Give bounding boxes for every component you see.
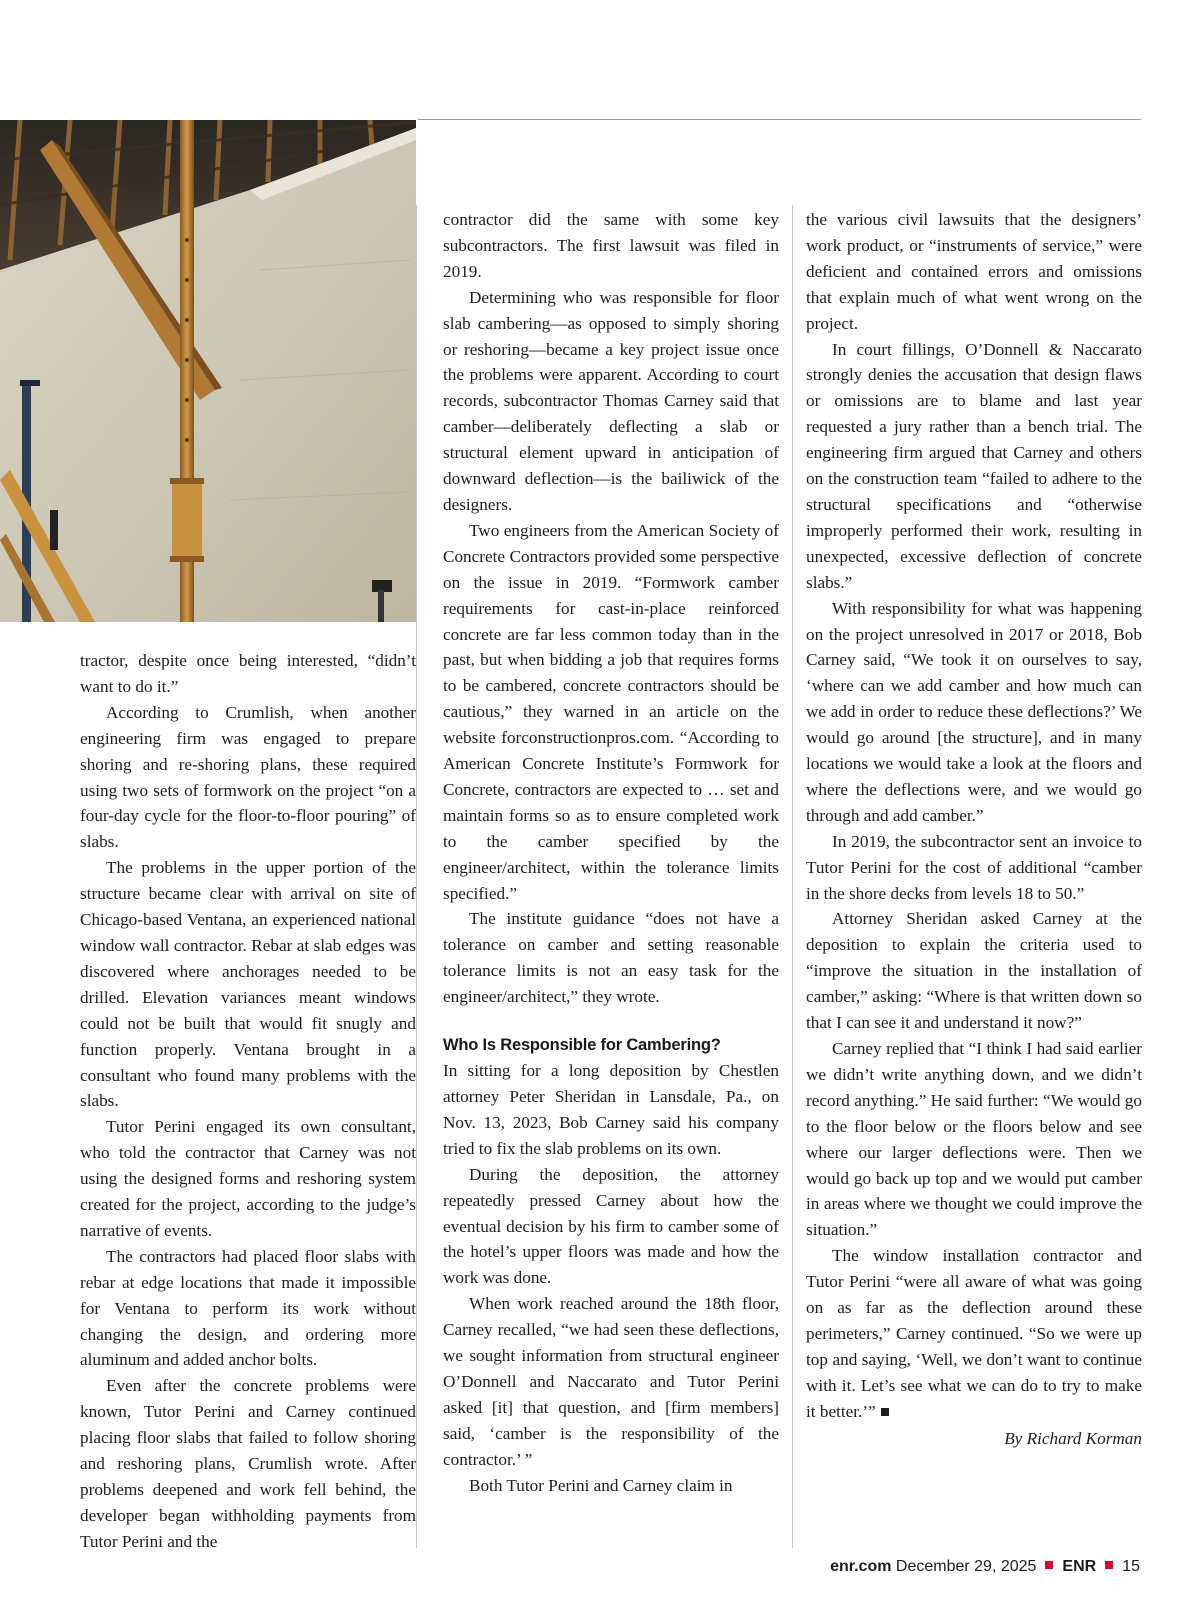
paragraph-text: When work reached around the 18th floor, Carney recalled, “we had seen these deflections, we sought information from structural engineer O’Donnell and Naccarato and Tutor Perini asked [it] that question, and [firm members] said, ‘camber is the responsibility of the contractor.’ ” <box>443 1294 779 1469</box>
paragraph <box>80 700 416 855</box>
paragraph-text: contractor did the same with some key subcontractors. The first lawsuit was filed in 2019. <box>443 210 779 281</box>
folio-site[interactable]: enr.com <box>830 1558 892 1575</box>
paragraph-text: Attorney Sheridan asked Carney at the deposition to explain the criteria used to “improve the situation in the installation of camber,” asking: “Where is that written down so that I can see it and understand it now?” <box>806 909 1142 1033</box>
paragraph-text: The window installation contractor and Tutor Perini “were all aware of what was going on as far as the deflection around these perimeters,” Carney continued. “So we were up top and saying, ‘Well, we don’t want to continue with it. Let’s see what we can do to try to make it better.’” <box>806 1246 1142 1421</box>
paragraph <box>80 1373 416 1554</box>
paragraph-text: The institute guidance “does not have a tolerance on camber and setting reasonable tolerance limits is not an easy task for the engineer/architect,” they wrote. <box>443 909 779 1007</box>
column-2-part-a <box>443 207 779 1010</box>
folio-separator-icon <box>1045 1561 1053 1569</box>
paragraph-text: Two engineers from the American Society of Concrete Contractors provided some perspective on the issue in 2019. “Formwork camber requirements for cast-in-place reinforced concrete are far less common today than in the past, but when bidding a job that requires forms to be cambered, concrete contractors should be cautious,” they warned in an article on the website forconstructionpros.com. “According to American Concrete Institute’s Formwork for Concrete, contractors are expected to … set and maintain forms so as to ensure completed work to the camber specified by the engineer/architect, within the tolerance limits specified.” <box>443 520 779 903</box>
folio-date: December 29, 2025 <box>895 1558 1037 1575</box>
paragraph-text: In sitting for a long deposition by Chestlen attorney Peter Sheridan in Lansdale, Pa., on Nov. 13, 2023, Bob Carney said his company tried to fix the slab problems on its own. <box>443 1061 779 1158</box>
paragraph-text: Carney replied that “I think I had said earlier we didn’t write anything down, and we didn’t record anything.” He said further: “We would go to the floor below or the floors below and see where our larger deflections were. Then we would go back up top and we would put camber in areas where we thought we could improve the situation.” <box>806 1039 1142 1240</box>
paragraph-text: Determining who was responsible for floor slab cambering—as opposed to simply shoring or reshoring—became a key project issue once the problems were apparent. According to court records, subcontractor Thomas Carney said that camber—deliberately deflecting a slab or structural element upward in anticipation of downward deflection—is the bailiwick of the designers. <box>443 287 779 514</box>
folio-page-number: 15 <box>1122 1558 1140 1575</box>
end-mark-icon <box>881 1408 889 1416</box>
column-rule-right <box>792 205 793 1548</box>
paragraph-text: the various civil lawsuits that the designers’ work product, or “instruments of service,” were deficient and contained errors and omissions that explain much of what went wrong on the project. <box>806 210 1142 333</box>
column-rule-left <box>416 205 417 1548</box>
paragraph <box>80 855 416 1114</box>
paragraph <box>806 906 1142 1036</box>
paragraph <box>806 1243 1142 1424</box>
paragraph-text: The contractors had placed floor slabs with rebar at edge locations that made it impossible for Ventana to perform its work without changing the design, and ordering more aluminum and added anchor bolts. <box>80 1246 416 1370</box>
paragraph-text: Both Tutor Perini and Carney claim in <box>469 1475 733 1495</box>
page-folio <box>830 1558 1140 1576</box>
paragraph-text: In 2019, the subcontractor sent an invoice to Tutor Perini for the cost of additional “camber in the shore decks from levels 18 to 50.” <box>806 831 1142 903</box>
column-3-body <box>806 207 1142 1425</box>
paragraph <box>806 829 1142 907</box>
construction-shoring-photo-icon <box>0 120 416 622</box>
paragraph <box>80 648 416 700</box>
article-column-1 <box>80 648 416 1555</box>
article-column-2 <box>443 207 779 1499</box>
byline: By Richard Korman <box>1004 1428 1142 1448</box>
paragraph <box>443 285 779 518</box>
paragraph <box>80 1114 416 1244</box>
paragraph <box>443 1473 779 1499</box>
paragraph <box>443 906 779 1010</box>
paragraph-text: The problems in the upper portion of the structure became clear with arrival on site of Chicago-based Ventana, an experienced national window wall contractor. Rebar at slab edges was discovered where anchorages needed to be drilled. Elevation variances meant windows could not be built that would fit snugly and function properly. Ventana brought in a consultant who found many problems with the slabs. <box>80 858 416 1111</box>
paragraph-text: According to Crumlish, when another engineering firm was engaged to prepare shoring and re-shoring plans, these required using two sets of formwork on the project “on a four-day cycle for the floor-to-floor pouring” of slabs. <box>80 702 416 852</box>
paragraph-text: With responsibility for what was happening on the project unresolved in 2017 or 2018, Bob Carney said, “We took it on ourselves to say, ‘where can we add camber and how much can we add in order to reduce these deflections?’ We would go around [the structure], and in many locations we would take a look at the floors and where the deflections were, and we would go through and add camber.” <box>806 598 1142 825</box>
paragraph <box>80 1244 416 1374</box>
folio-separator-icon <box>1105 1561 1113 1569</box>
paragraph-text: Tutor Perini engaged its own consultant, who told the contractor that Carney was not using the designed forms and reshoring system created for the project, according to the judge’s narrative of events. <box>80 1117 416 1240</box>
paragraph <box>443 1291 779 1472</box>
paragraph-text: During the deposition, the attorney repeatedly pressed Carney about how the eventual decision by his firm to camber some of the hotel’s upper floors was made and how the work was done. <box>443 1164 779 1288</box>
paragraph <box>443 207 779 285</box>
paragraph-text: tractor, despite once being interested, “didn’t want to do it.” <box>80 651 416 696</box>
paragraph <box>806 1036 1142 1243</box>
paragraph <box>443 1058 779 1162</box>
paragraph <box>443 1162 779 1292</box>
paragraph <box>443 518 779 907</box>
section-subhead: Who Is Responsible for Cambering? <box>443 1036 721 1055</box>
paragraph <box>806 596 1142 829</box>
article-column-3 <box>806 207 1142 1452</box>
top-rule <box>418 119 1141 120</box>
folio-magazine: ENR <box>1062 1558 1097 1575</box>
construction-shoring-photo <box>0 120 416 622</box>
column-2-part-b <box>443 1058 779 1498</box>
paragraph <box>806 337 1142 596</box>
paragraph-text: In court fillings, O’Donnell & Naccarato strongly denies the accusation that design flaws or omissions are to blame and last year requested a jury rather than a bench trial. The engineering firm argued that Carney and others on the construction team “failed to adhere to the structural specifications and “otherwise improperly performed their work, resulting in unexpected, excessive deflection of concrete slabs.” <box>806 339 1142 592</box>
paragraph <box>806 207 1142 337</box>
paragraph-text: Even after the concrete problems were known, Tutor Perini and Carney continued placing floor slabs that failed to follow shoring and reshoring plans, Crumlish wrote. After problems deepened and work fell behind, the developer began withholding payments from Tutor Perini and the <box>80 1376 416 1551</box>
